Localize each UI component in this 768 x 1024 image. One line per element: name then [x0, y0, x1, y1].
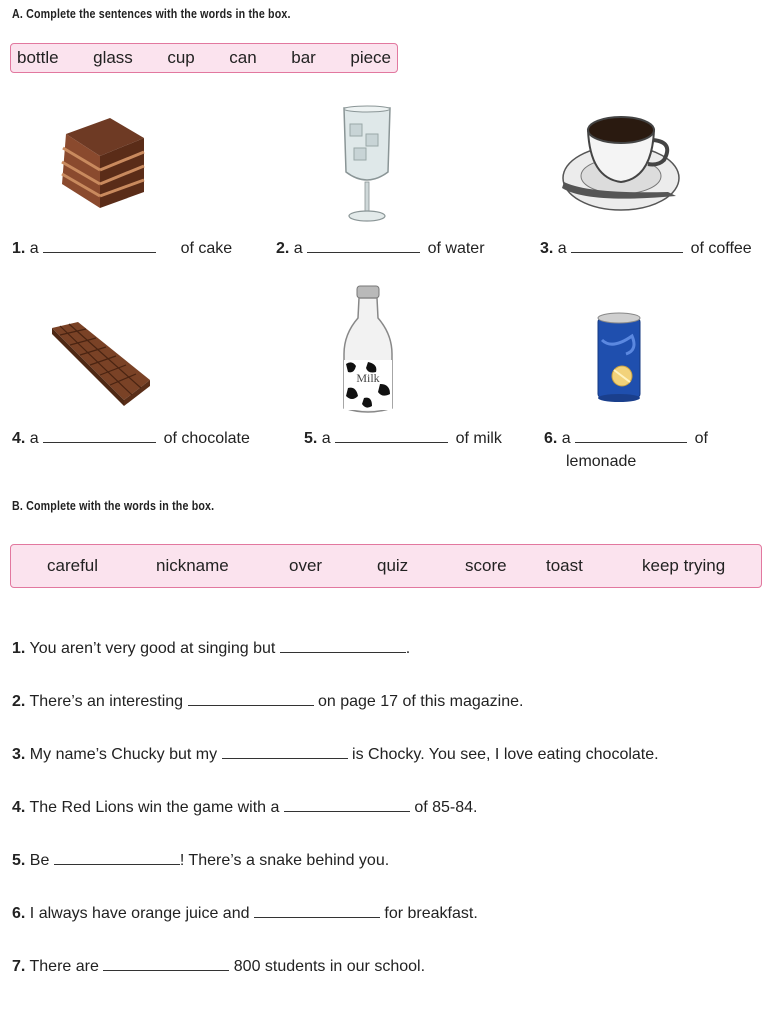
answer-blank[interactable]: [222, 744, 348, 759]
sentence-text: I always have orange juice and: [29, 905, 250, 922]
word-can: can: [229, 48, 257, 67]
sentence-number: 6.: [12, 905, 26, 922]
sentence-1: [12, 638, 410, 658]
answer-blank[interactable]: [284, 797, 410, 812]
answer-blank[interactable]: [103, 956, 229, 971]
milk-label: Milk: [356, 371, 380, 385]
sentence-text: Be: [29, 852, 50, 869]
sentence-text: There are: [29, 958, 99, 975]
item-6: [544, 428, 708, 448]
answer-blank[interactable]: [280, 638, 406, 653]
sentence-3: [12, 744, 659, 764]
item-article: a: [293, 240, 303, 257]
word-box-a: [10, 43, 398, 73]
word-cup: cup: [167, 48, 195, 67]
answer-blank[interactable]: [335, 428, 448, 443]
item-number: 3.: [540, 240, 554, 257]
item-article: a: [557, 240, 567, 257]
item-number: 2.: [276, 240, 290, 257]
sentence-text: of 85-84.: [414, 799, 478, 816]
answer-blank[interactable]: [571, 238, 683, 253]
item-text: of chocolate: [163, 430, 250, 447]
sentence-number: 5.: [12, 852, 26, 869]
answer-blank[interactable]: [43, 428, 156, 443]
answer-blank[interactable]: [43, 238, 156, 253]
sentence-6: [12, 903, 478, 923]
section-a-heading: A. Complete the sentences with the words in the box.: [12, 6, 291, 21]
word-score: score: [465, 556, 507, 575]
sentence-text: My name’s Chucky but my: [29, 746, 218, 763]
coffee-cup-icon: [558, 108, 684, 214]
item-5: [304, 428, 502, 448]
word-careful: careful: [47, 556, 99, 575]
sentence-number: 1.: [12, 640, 26, 657]
item-number: 5.: [304, 430, 318, 447]
cake-slice-icon: [52, 112, 152, 212]
sentence-5: [12, 850, 389, 870]
item-text: of water: [427, 240, 485, 257]
item-4: [12, 428, 250, 448]
word-bottle: bottle: [17, 48, 59, 67]
sentence-text: for breakfast.: [384, 905, 478, 922]
item-text: of milk: [455, 430, 502, 447]
sentence-text: The Red Lions win the game with a: [29, 799, 280, 816]
item-number: 1.: [12, 240, 26, 257]
item-number: 4.: [12, 430, 26, 447]
item-article: a: [321, 430, 331, 447]
item-2: [276, 238, 485, 258]
word-over: over: [289, 556, 323, 575]
item-article: a: [29, 240, 39, 257]
item-text: of coffee: [690, 240, 752, 257]
sentence-text: ! There’s a snake behind you.: [179, 852, 390, 869]
milk-bottle-icon: [340, 284, 396, 416]
sentence-2: [12, 691, 523, 711]
sentence-number: 3.: [12, 746, 26, 763]
word-piece: piece: [350, 48, 391, 67]
word-quiz: quiz: [377, 556, 409, 575]
sentence-7: [12, 956, 425, 976]
item-number: 6.: [544, 430, 558, 447]
sentence-text: .: [405, 640, 411, 657]
water-glass-icon: [336, 104, 398, 226]
sentence-text: You aren’t very good at singing but: [29, 640, 276, 657]
word-toast: toast: [546, 556, 583, 575]
answer-blank[interactable]: [54, 850, 180, 865]
word-box-b: [10, 544, 762, 588]
item-3: [540, 238, 752, 258]
item-text: of cake: [180, 240, 233, 257]
word-bar: bar: [291, 48, 316, 67]
chocolate-bar-icon: [48, 318, 154, 408]
sentence-number: 4.: [12, 799, 26, 816]
sentence-text: There’s an interesting: [29, 693, 184, 710]
sentence-text: on page 17 of this magazine.: [317, 693, 524, 710]
item-text: of: [694, 430, 708, 447]
word-keep-trying: keep trying: [642, 556, 726, 575]
sentence-number: 7.: [12, 958, 26, 975]
answer-blank[interactable]: [188, 691, 314, 706]
answer-blank[interactable]: [307, 238, 420, 253]
item-6-continued: lemonade: [566, 453, 637, 470]
item-1: [12, 238, 232, 258]
answer-blank[interactable]: [575, 428, 687, 443]
sentence-number: 2.: [12, 693, 26, 710]
item-article: a: [561, 430, 571, 447]
sentence-text: 800 students in our school.: [233, 958, 426, 975]
word-glass: glass: [93, 48, 133, 67]
section-b-heading: B. Complete with the words in the box.: [12, 498, 215, 513]
item-article: a: [29, 430, 39, 447]
answer-blank[interactable]: [254, 903, 380, 918]
soda-can-icon: [594, 310, 644, 404]
sentence-4: [12, 797, 477, 817]
sentence-text: is Chocky. You see, I love eating chocolate.: [352, 746, 659, 763]
word-nickname: nickname: [156, 556, 229, 575]
